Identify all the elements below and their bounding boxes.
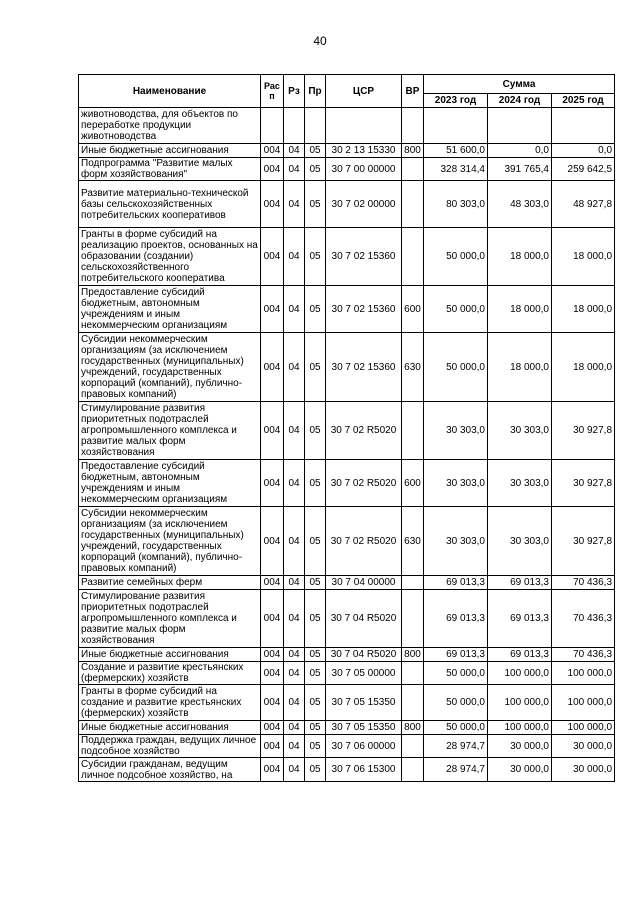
cell-name: Иные бюджетные ассигнования bbox=[79, 648, 261, 662]
header-vr: ВР bbox=[402, 75, 424, 108]
cell-2025: 18 000,0 bbox=[552, 228, 615, 286]
cell-2025: 0,0 bbox=[552, 144, 615, 158]
cell-vr: 800 bbox=[402, 144, 424, 158]
cell-2023: 50 000,0 bbox=[424, 228, 488, 286]
table-row bbox=[79, 735, 615, 758]
cell-name: Иные бюджетные ассигнования bbox=[79, 144, 261, 158]
cell-name: Гранты в форме субсидий на реализацию проектов, основанных на образовании (создании) сельскохозяйственного потребительского кооператива bbox=[79, 228, 261, 286]
cell-2024: 30 000,0 bbox=[488, 758, 552, 782]
cell-2023: 50 000,0 bbox=[424, 685, 488, 721]
cell-name: Иные бюджетные ассигнования bbox=[79, 721, 261, 735]
header-year-2023: 2023 год bbox=[424, 94, 488, 108]
cell-rasp: 004 bbox=[261, 721, 284, 735]
header-rasp: Рас п bbox=[261, 75, 284, 108]
cell-2023: 50 000,0 bbox=[424, 333, 488, 402]
cell-rasp: 004 bbox=[261, 460, 284, 507]
cell-csr: 30 7 06 00000 bbox=[326, 735, 402, 758]
cell-vr: 800 bbox=[402, 721, 424, 735]
cell-2024: 30 303,0 bbox=[488, 507, 552, 576]
cell-csr: 30 7 05 15350 bbox=[326, 721, 402, 735]
cell-rasp: 004 bbox=[261, 662, 284, 685]
cell-rasp: 004 bbox=[261, 402, 284, 460]
cell-csr: 30 7 02 R5020 bbox=[326, 402, 402, 460]
cell-2024: 100 000,0 bbox=[488, 721, 552, 735]
cell-rz: 04 bbox=[284, 735, 305, 758]
header-pr: Пр bbox=[305, 75, 326, 108]
table-row bbox=[79, 662, 615, 685]
cell-pr: 05 bbox=[305, 286, 326, 333]
cell-2025: 48 927,8 bbox=[552, 181, 615, 228]
cell-2023: 69 013,3 bbox=[424, 576, 488, 590]
cell-name: Стимулирование развития приоритетных подотраслей агропромышленного комплекса и развитие малых форм хозяйствования bbox=[79, 590, 261, 648]
cell-rasp: 004 bbox=[261, 590, 284, 648]
cell-rz: 04 bbox=[284, 507, 305, 576]
table-row bbox=[79, 590, 615, 648]
cell-2025: 100 000,0 bbox=[552, 662, 615, 685]
cell-2023 bbox=[424, 108, 488, 144]
cell-rasp: 004 bbox=[261, 228, 284, 286]
cell-rasp: 004 bbox=[261, 181, 284, 228]
table-row bbox=[79, 108, 615, 144]
cell-pr: 05 bbox=[305, 507, 326, 576]
header-rz: Рз bbox=[284, 75, 305, 108]
cell-name: Субсидии некоммерческим организациям (за исключением государственных (муниципальных) учреждений, государственных корпораций (компаний), публично-правовых компаний) bbox=[79, 507, 261, 576]
cell-2023: 30 303,0 bbox=[424, 402, 488, 460]
cell-vr: 630 bbox=[402, 333, 424, 402]
cell-vr bbox=[402, 758, 424, 782]
table-row bbox=[79, 721, 615, 735]
cell-2025: 18 000,0 bbox=[552, 333, 615, 402]
table-row bbox=[79, 576, 615, 590]
cell-2024: 391 765,4 bbox=[488, 158, 552, 181]
cell-vr: 800 bbox=[402, 648, 424, 662]
cell-vr: 600 bbox=[402, 460, 424, 507]
cell-2025: 30 000,0 bbox=[552, 758, 615, 782]
cell-2024: 30 303,0 bbox=[488, 402, 552, 460]
cell-2024: 100 000,0 bbox=[488, 685, 552, 721]
cell-name: Субсидии некоммерческим организациям (за исключением государственных (муниципальных) учреждений, государственных корпораций (компаний), публично-правовых компаний) bbox=[79, 333, 261, 402]
cell-vr bbox=[402, 735, 424, 758]
cell-2025: 70 436,3 bbox=[552, 576, 615, 590]
cell-rz: 04 bbox=[284, 576, 305, 590]
cell-2023: 80 303,0 bbox=[424, 181, 488, 228]
budget-table bbox=[78, 74, 615, 782]
cell-name: животноводства, для объектов по переработке продукции животноводства bbox=[79, 108, 261, 144]
cell-2025: 30 927,8 bbox=[552, 507, 615, 576]
cell-rasp: 004 bbox=[261, 685, 284, 721]
cell-2024 bbox=[488, 108, 552, 144]
cell-vr bbox=[402, 590, 424, 648]
table-header bbox=[79, 75, 615, 108]
cell-csr: 30 7 02 R5020 bbox=[326, 460, 402, 507]
cell-vr bbox=[402, 181, 424, 228]
cell-2025: 30 000,0 bbox=[552, 735, 615, 758]
cell-2024: 100 000,0 bbox=[488, 662, 552, 685]
page-number: 40 bbox=[313, 34, 327, 48]
cell-2025: 30 927,8 bbox=[552, 460, 615, 507]
cell-2024: 69 013,3 bbox=[488, 576, 552, 590]
cell-name: Развитие семейных ферм bbox=[79, 576, 261, 590]
cell-name: Предоставление субсидий бюджетным, автономным учреждениям и иным некоммерческим организациям bbox=[79, 460, 261, 507]
cell-rasp: 004 bbox=[261, 576, 284, 590]
cell-2023: 50 000,0 bbox=[424, 721, 488, 735]
cell-rz: 04 bbox=[284, 721, 305, 735]
cell-rz: 04 bbox=[284, 758, 305, 782]
cell-pr: 05 bbox=[305, 648, 326, 662]
cell-csr: 30 7 04 R5020 bbox=[326, 590, 402, 648]
cell-rasp: 004 bbox=[261, 333, 284, 402]
cell-rz: 04 bbox=[284, 662, 305, 685]
header-year-2024: 2024 год bbox=[488, 94, 552, 108]
cell-rasp: 004 bbox=[261, 648, 284, 662]
cell-rz: 04 bbox=[284, 685, 305, 721]
cell-csr: 30 7 04 00000 bbox=[326, 576, 402, 590]
cell-2023: 30 303,0 bbox=[424, 460, 488, 507]
cell-rz: 04 bbox=[284, 402, 305, 460]
cell-csr: 30 7 04 R5020 bbox=[326, 648, 402, 662]
cell-rz: 04 bbox=[284, 181, 305, 228]
cell-rasp: 004 bbox=[261, 286, 284, 333]
cell-pr: 05 bbox=[305, 228, 326, 286]
cell-name: Поддержка граждан, ведущих личное подсобное хозяйство bbox=[79, 735, 261, 758]
table-row bbox=[79, 507, 615, 576]
cell-pr: 05 bbox=[305, 590, 326, 648]
cell-rasp: 004 bbox=[261, 758, 284, 782]
cell-2025: 100 000,0 bbox=[552, 721, 615, 735]
cell-rz: 04 bbox=[284, 648, 305, 662]
cell-vr: 600 bbox=[402, 286, 424, 333]
cell-name: Гранты в форме субсидий на создание и развитие крестьянских (фермерских) хозяйств bbox=[79, 685, 261, 721]
cell-pr: 05 bbox=[305, 181, 326, 228]
cell-2024: 48 303,0 bbox=[488, 181, 552, 228]
cell-name: Развитие материально-технической базы сельскохозяйственных потребительских кооперативов bbox=[79, 181, 261, 228]
cell-csr: 30 7 02 R5020 bbox=[326, 507, 402, 576]
table-row bbox=[79, 460, 615, 507]
table-row bbox=[79, 402, 615, 460]
cell-rz: 04 bbox=[284, 158, 305, 181]
cell-pr: 05 bbox=[305, 144, 326, 158]
cell-pr bbox=[305, 108, 326, 144]
table-row bbox=[79, 685, 615, 721]
cell-rasp: 004 bbox=[261, 735, 284, 758]
cell-csr: 30 7 02 15360 bbox=[326, 333, 402, 402]
cell-pr: 05 bbox=[305, 662, 326, 685]
cell-rz: 04 bbox=[284, 333, 305, 402]
table-row bbox=[79, 648, 615, 662]
cell-2024: 18 000,0 bbox=[488, 228, 552, 286]
cell-csr: 30 7 06 15300 bbox=[326, 758, 402, 782]
cell-vr bbox=[402, 108, 424, 144]
header-sum: Сумма bbox=[424, 75, 615, 94]
cell-rasp: 004 bbox=[261, 507, 284, 576]
cell-csr: 30 7 00 00000 bbox=[326, 158, 402, 181]
cell-rz bbox=[284, 108, 305, 144]
cell-pr: 05 bbox=[305, 158, 326, 181]
cell-pr: 05 bbox=[305, 758, 326, 782]
cell-rz: 04 bbox=[284, 460, 305, 507]
header-csr: ЦСР bbox=[326, 75, 402, 108]
cell-name: Субсидии гражданам, ведущим личное подсобное хозяйство, на bbox=[79, 758, 261, 782]
table-row bbox=[79, 181, 615, 228]
cell-2023: 51 600,0 bbox=[424, 144, 488, 158]
cell-2023: 50 000,0 bbox=[424, 286, 488, 333]
cell-2023: 69 013,3 bbox=[424, 648, 488, 662]
cell-2024: 30 303,0 bbox=[488, 460, 552, 507]
cell-pr: 05 bbox=[305, 402, 326, 460]
cell-2023: 69 013,3 bbox=[424, 590, 488, 648]
table-row bbox=[79, 158, 615, 181]
cell-csr: 30 7 02 15360 bbox=[326, 228, 402, 286]
table-row bbox=[79, 333, 615, 402]
cell-csr: 30 7 02 15360 bbox=[326, 286, 402, 333]
cell-vr bbox=[402, 228, 424, 286]
table-body bbox=[79, 108, 615, 782]
table-row bbox=[79, 286, 615, 333]
cell-pr: 05 bbox=[305, 685, 326, 721]
cell-csr bbox=[326, 108, 402, 144]
cell-vr bbox=[402, 685, 424, 721]
cell-2024: 0,0 bbox=[488, 144, 552, 158]
cell-2024: 18 000,0 bbox=[488, 286, 552, 333]
cell-2023: 30 303,0 bbox=[424, 507, 488, 576]
header-name: Наименование bbox=[79, 75, 261, 108]
cell-pr: 05 bbox=[305, 460, 326, 507]
cell-rasp: 004 bbox=[261, 144, 284, 158]
cell-2025: 70 436,3 bbox=[552, 648, 615, 662]
table-row bbox=[79, 228, 615, 286]
header-year-2025: 2025 год bbox=[552, 94, 615, 108]
cell-rz: 04 bbox=[284, 286, 305, 333]
cell-2025: 70 436,3 bbox=[552, 590, 615, 648]
cell-2025 bbox=[552, 108, 615, 144]
cell-rasp bbox=[261, 108, 284, 144]
cell-vr: 630 bbox=[402, 507, 424, 576]
cell-rz: 04 bbox=[284, 144, 305, 158]
cell-vr bbox=[402, 158, 424, 181]
cell-2025: 100 000,0 bbox=[552, 685, 615, 721]
cell-pr: 05 bbox=[305, 735, 326, 758]
cell-2023: 328 314,4 bbox=[424, 158, 488, 181]
table-row bbox=[79, 758, 615, 782]
cell-pr: 05 bbox=[305, 576, 326, 590]
cell-pr: 05 bbox=[305, 333, 326, 402]
cell-vr bbox=[402, 576, 424, 590]
cell-name: Подпрограмма "Развитие малых форм хозяйствования" bbox=[79, 158, 261, 181]
cell-2024: 69 013,3 bbox=[488, 648, 552, 662]
cell-2025: 18 000,0 bbox=[552, 286, 615, 333]
cell-2024: 30 000,0 bbox=[488, 735, 552, 758]
cell-rasp: 004 bbox=[261, 158, 284, 181]
cell-csr: 30 7 02 00000 bbox=[326, 181, 402, 228]
cell-name: Стимулирование развития приоритетных подотраслей агропромышленного комплекса и развитие малых форм хозяйствования bbox=[79, 402, 261, 460]
cell-vr bbox=[402, 402, 424, 460]
cell-csr: 30 7 05 00000 bbox=[326, 662, 402, 685]
cell-2023: 28 974,7 bbox=[424, 758, 488, 782]
cell-name: Создание и развитие крестьянских (фермерских) хозяйств bbox=[79, 662, 261, 685]
cell-name: Предоставление субсидий бюджетным, автономным учреждениям и иным некоммерческим организациям bbox=[79, 286, 261, 333]
cell-csr: 30 2 13 15330 bbox=[326, 144, 402, 158]
cell-rz: 04 bbox=[284, 228, 305, 286]
cell-vr bbox=[402, 662, 424, 685]
cell-2024: 69 013,3 bbox=[488, 590, 552, 648]
cell-2025: 30 927,8 bbox=[552, 402, 615, 460]
cell-rz: 04 bbox=[284, 590, 305, 648]
cell-csr: 30 7 05 15350 bbox=[326, 685, 402, 721]
cell-2024: 18 000,0 bbox=[488, 333, 552, 402]
cell-2023: 28 974,7 bbox=[424, 735, 488, 758]
table-row bbox=[79, 144, 615, 158]
cell-2025: 259 642,5 bbox=[552, 158, 615, 181]
cell-2023: 50 000,0 bbox=[424, 662, 488, 685]
cell-pr: 05 bbox=[305, 721, 326, 735]
